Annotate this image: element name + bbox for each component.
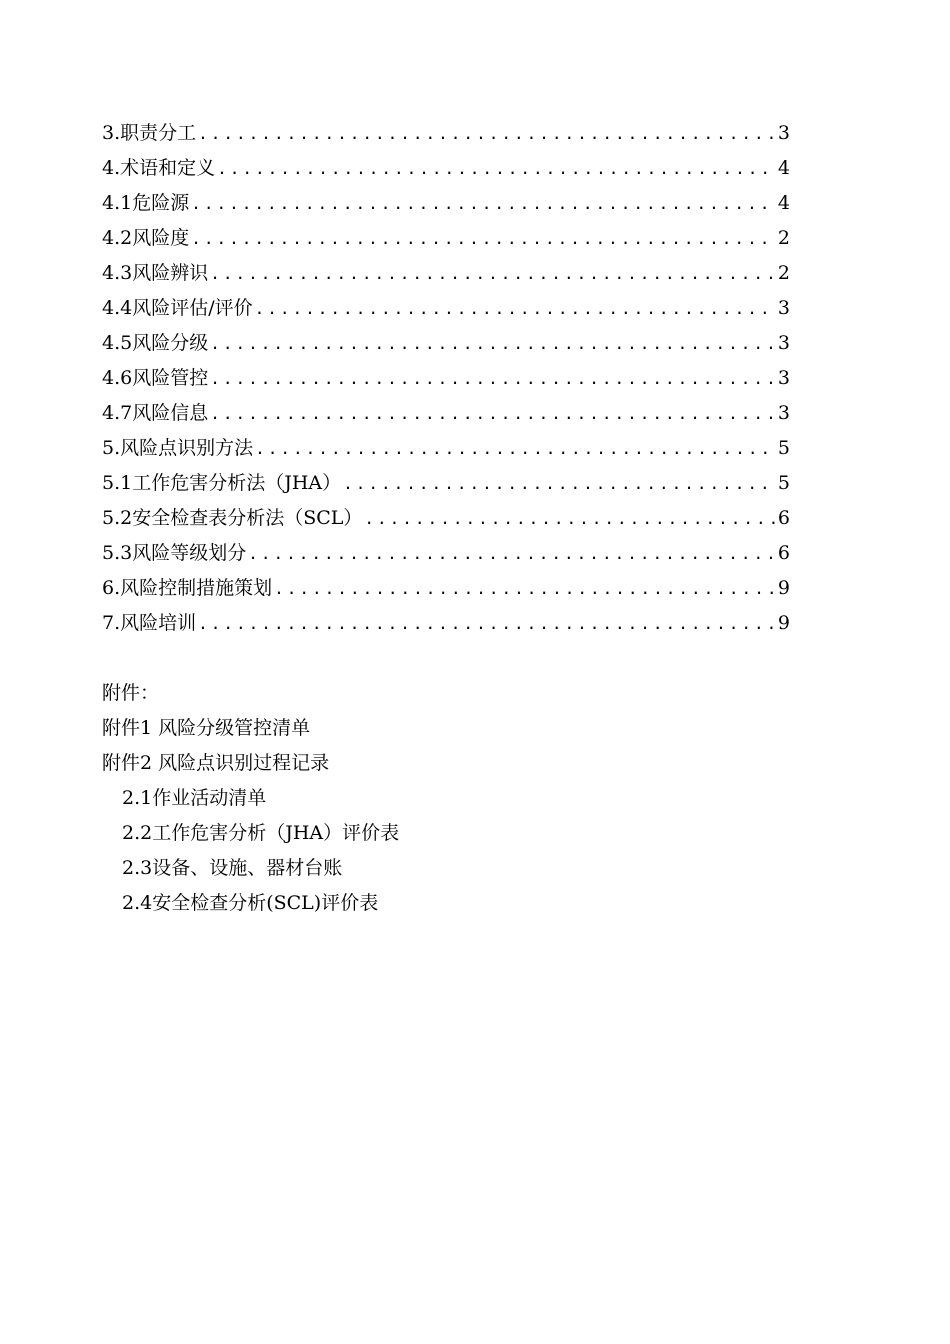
toc-entry-page: 6 — [777, 542, 790, 564]
toc-entry-title: 4.2风险度 — [102, 227, 190, 249]
toc-leader-dots — [196, 116, 776, 151]
toc-entry-page: 5 — [777, 437, 790, 459]
toc-entry-title: 4.7风险信息 — [102, 402, 209, 424]
toc-entry-title: 4.5风险分级 — [102, 332, 209, 354]
toc-entry-title: 6.风险控制措施策划 — [102, 577, 273, 599]
toc-entry[interactable] — [102, 466, 790, 501]
table-of-contents — [102, 116, 790, 641]
toc-entry-page: 3 — [777, 297, 790, 319]
toc-entry-title: 4.4风险评估/评价 — [102, 297, 253, 319]
toc-entry[interactable] — [102, 396, 790, 431]
toc-entry-page: 2 — [777, 227, 790, 249]
toc-entry-page: 9 — [777, 612, 790, 634]
toc-leader-dots — [215, 151, 776, 186]
toc-entry-page: 6 — [777, 507, 790, 529]
appendix-sub-item: 2.3设备、设施、器材台账 — [122, 857, 343, 879]
toc-entry-page: 3 — [777, 122, 790, 144]
toc-entry[interactable] — [102, 256, 790, 291]
appendix-heading: 附件： — [102, 682, 160, 704]
toc-entry-page: 4 — [777, 192, 790, 214]
toc-leader-dots — [272, 571, 776, 606]
toc-leader-dots — [341, 466, 776, 501]
toc-leader-dots — [362, 501, 776, 536]
toc-entry-title: 4.3风险辨识 — [102, 262, 209, 284]
toc-leader-dots — [208, 256, 776, 291]
appendix-sub-item: 2.4安全检查分析(SCL)评价表 — [122, 892, 379, 914]
toc-entry[interactable] — [102, 501, 790, 536]
toc-entry[interactable] — [102, 186, 790, 221]
toc-leader-dots — [253, 431, 776, 466]
toc-entry[interactable] — [102, 221, 790, 256]
toc-entry-page: 9 — [777, 577, 790, 599]
appendix-item: 附件1 风险分级管控清单 — [102, 717, 311, 739]
toc-entry[interactable] — [102, 431, 790, 466]
toc-leader-dots — [208, 396, 776, 431]
toc-entry-title: 4.6风险管控 — [102, 367, 209, 389]
appendix-item: 附件2 风险点识别过程记录 — [102, 752, 330, 774]
toc-leader-dots — [189, 221, 776, 256]
toc-entry-page: 2 — [777, 262, 790, 284]
toc-leader-dots — [253, 291, 776, 326]
toc-entry[interactable] — [102, 571, 790, 606]
appendix-section — [102, 676, 802, 921]
toc-entry-page: 3 — [777, 402, 790, 424]
toc-leader-dots — [208, 326, 776, 361]
toc-entry[interactable] — [102, 326, 790, 361]
appendix-sub-item: 2.1作业活动清单 — [122, 787, 267, 809]
toc-entry[interactable] — [102, 151, 790, 186]
toc-entry-title: 5.2安全检查表分析法（SCL） — [102, 507, 363, 529]
toc-leader-dots — [196, 606, 776, 641]
toc-entry[interactable] — [102, 536, 790, 571]
toc-entry[interactable] — [102, 361, 790, 396]
toc-entry-title: 4.术语和定义 — [102, 157, 216, 179]
toc-entry-page: 3 — [777, 332, 790, 354]
toc-entry-title: 3.职责分工 — [102, 122, 197, 144]
toc-entry-title: 4.1危险源 — [102, 192, 190, 214]
toc-entry[interactable] — [102, 606, 790, 641]
toc-entry[interactable] — [102, 291, 790, 326]
toc-leader-dots — [208, 361, 776, 396]
toc-entry-title: 5.1工作危害分析法（JHA） — [102, 472, 342, 494]
toc-entry-page: 5 — [777, 472, 790, 494]
toc-entry-title: 5.3风险等级划分 — [102, 542, 247, 564]
toc-leader-dots — [189, 186, 776, 221]
toc-entry-page: 3 — [777, 367, 790, 389]
toc-entry-title: 7.风险培训 — [102, 612, 197, 634]
appendix-sub-item: 2.2工作危害分析（JHA）评价表 — [122, 822, 400, 844]
toc-leader-dots — [246, 536, 776, 571]
toc-entry[interactable] — [102, 116, 790, 151]
toc-entry-title: 5.风险点识别方法 — [102, 437, 254, 459]
toc-entry-page: 4 — [777, 157, 790, 179]
